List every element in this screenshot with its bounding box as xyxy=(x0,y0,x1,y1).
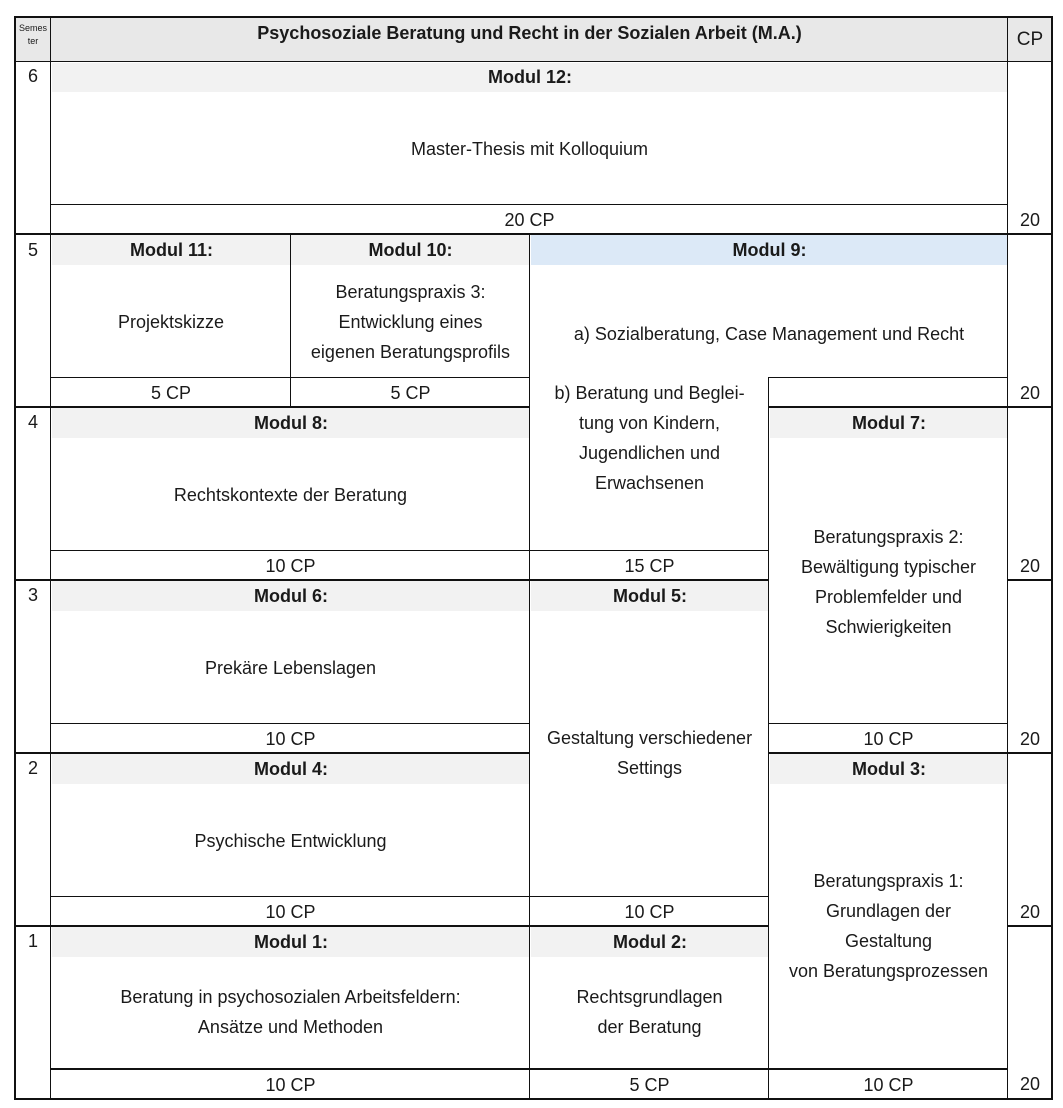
module-6-cp: 10 CP xyxy=(265,728,316,749)
module-7-title xyxy=(769,522,1008,642)
divider xyxy=(15,925,769,927)
semester-3: 3 xyxy=(27,585,38,605)
divider xyxy=(51,896,769,897)
module-4-title: Psychische Entwicklung xyxy=(194,830,387,851)
divider xyxy=(50,16,51,1099)
divider xyxy=(15,233,1008,235)
module-10-header: Modul 10: xyxy=(291,235,530,265)
divider xyxy=(768,377,769,1099)
divider xyxy=(15,406,530,408)
cp-total-semester-4: 20 xyxy=(1019,556,1041,576)
module-9-part-b-line4: Erwachsenen xyxy=(594,473,705,493)
module-2-title xyxy=(530,982,769,1042)
module-9-part-b-line1: b) Beratung und Beglei- xyxy=(554,383,745,403)
divider xyxy=(1008,925,1052,927)
module-1-cp: 10 CP xyxy=(265,1074,316,1095)
divider xyxy=(769,752,1008,754)
module-12-header: Modul 12: xyxy=(52,63,1008,92)
semester-5: 5 xyxy=(27,240,38,260)
module-9-part-a: a) Sozialberatung, Case Management und Recht xyxy=(573,323,965,344)
module-9-part-b xyxy=(530,378,769,498)
semester-1: 1 xyxy=(27,931,38,951)
cp-total-semester-3: 20 xyxy=(1019,729,1041,749)
semester-2: 2 xyxy=(27,758,38,778)
divider xyxy=(1007,16,1008,1099)
module-2-header: Modul 2: xyxy=(531,927,769,957)
module-2-cp: 5 CP xyxy=(629,1074,670,1095)
module-5-title-line2: Settings xyxy=(616,758,683,778)
divider xyxy=(769,723,1008,724)
module-3-title-line3: Gestaltung xyxy=(844,931,933,951)
module-3-title-line2: Grundlagen der xyxy=(825,901,952,921)
cp-total-semester-1: 20 xyxy=(1019,1074,1041,1094)
module-11-title: Projektskizze xyxy=(117,311,225,332)
module-5-cp: 10 CP xyxy=(624,901,675,922)
module-7-title-line1: Beratungspraxis 2: xyxy=(813,527,964,547)
module-3-title xyxy=(769,866,1008,986)
module-10-title-line1: Beratungspraxis 3: xyxy=(335,281,486,302)
divider xyxy=(1008,233,1052,235)
module-11-cp: 5 CP xyxy=(150,382,192,403)
module-12-cp: 20 CP xyxy=(504,209,555,230)
divider xyxy=(529,234,530,1100)
page-title: Psychosoziale Beratung und Recht in der Sozialen Arbeit (M.A.) xyxy=(257,23,802,43)
module-7-title-line3: Problemfelder und xyxy=(814,587,963,607)
border-left xyxy=(14,16,16,1100)
divider xyxy=(15,579,530,581)
module-10-title-line3: eigenen Beratungsprofils xyxy=(310,341,511,362)
module-6-title: Prekäre Lebenslagen xyxy=(204,657,377,678)
cp-header: CP xyxy=(1016,29,1044,50)
divider xyxy=(769,377,1008,378)
divider xyxy=(51,550,769,551)
module-2-title-line2: der Beratung xyxy=(597,1017,702,1037)
module-9-cp: 15 CP xyxy=(624,555,675,576)
module-1-title xyxy=(51,982,530,1042)
semester-header-line2: ter xyxy=(27,36,39,46)
border-top xyxy=(15,16,1053,18)
module-12-title: Master-Thesis mit Kolloquium xyxy=(410,138,649,159)
divider xyxy=(1008,752,1052,754)
divider xyxy=(1008,579,1052,581)
module-3-title-line4: von Beratungsprozessen xyxy=(788,961,989,981)
border-right xyxy=(1051,16,1053,1100)
divider xyxy=(290,234,291,407)
divider xyxy=(15,61,1052,62)
semester-header-line1: Semes xyxy=(18,23,47,33)
module-5-title xyxy=(530,723,769,783)
module-8-cp: 10 CP xyxy=(265,555,316,576)
border-bottom xyxy=(15,1098,1053,1100)
module-1-header: Modul 1: xyxy=(52,927,530,957)
divider xyxy=(51,377,530,378)
module-9-part-b-line2: tung von Kindern, xyxy=(578,413,721,433)
module-5-title-line1: Gestaltung verschiedener xyxy=(546,728,753,748)
module-1-title-line2: Ansätze und Methoden xyxy=(197,1017,384,1037)
cp-total-semester-5: 20 xyxy=(1019,383,1041,403)
module-8-header: Modul 8: xyxy=(52,408,530,438)
semester-4: 4 xyxy=(27,412,38,432)
module-5-header: Modul 5: xyxy=(531,581,769,611)
module-10-title-line2: Entwicklung eines xyxy=(338,311,483,332)
module-7-header: Modul 7: xyxy=(770,408,1008,438)
semester-6: 6 xyxy=(27,66,38,86)
module-1-title-line1: Beratung in psychosozialen Arbeitsfeldern: xyxy=(120,987,461,1007)
module-4-cp: 10 CP xyxy=(265,901,316,922)
module-9-part-b-line3: Jugendlichen und xyxy=(578,443,721,463)
divider xyxy=(51,723,530,724)
divider xyxy=(15,752,530,754)
divider xyxy=(51,1068,1008,1070)
module-3-header: Modul 3: xyxy=(770,754,1008,784)
divider xyxy=(530,579,769,581)
module-8-title: Rechtskontexte der Beratung xyxy=(173,484,408,505)
module-10-cp: 5 CP xyxy=(390,382,431,403)
module-10-title xyxy=(291,265,530,378)
module-7-title-line4: Schwierigkeiten xyxy=(825,617,952,637)
divider xyxy=(769,406,1052,408)
module-6-header: Modul 6: xyxy=(52,581,530,611)
divider xyxy=(51,204,1008,205)
module-3-title-line1: Beratungspraxis 1: xyxy=(813,871,964,891)
module-4-header: Modul 4: xyxy=(52,754,530,784)
semester-header xyxy=(15,22,51,48)
module-11-header: Modul 11: xyxy=(52,235,291,265)
module-2-title-line1: Rechtsgrundlagen xyxy=(576,987,723,1007)
module-7-title-line2: Bewältigung typischer xyxy=(800,557,977,577)
module-9-header: Modul 9: xyxy=(531,235,1008,265)
module-7-cp: 10 CP xyxy=(863,728,914,749)
cp-total-semester-6: 20 xyxy=(1019,210,1041,230)
module-3-cp: 10 CP xyxy=(863,1074,914,1095)
cp-total-semester-2: 20 xyxy=(1019,902,1041,922)
